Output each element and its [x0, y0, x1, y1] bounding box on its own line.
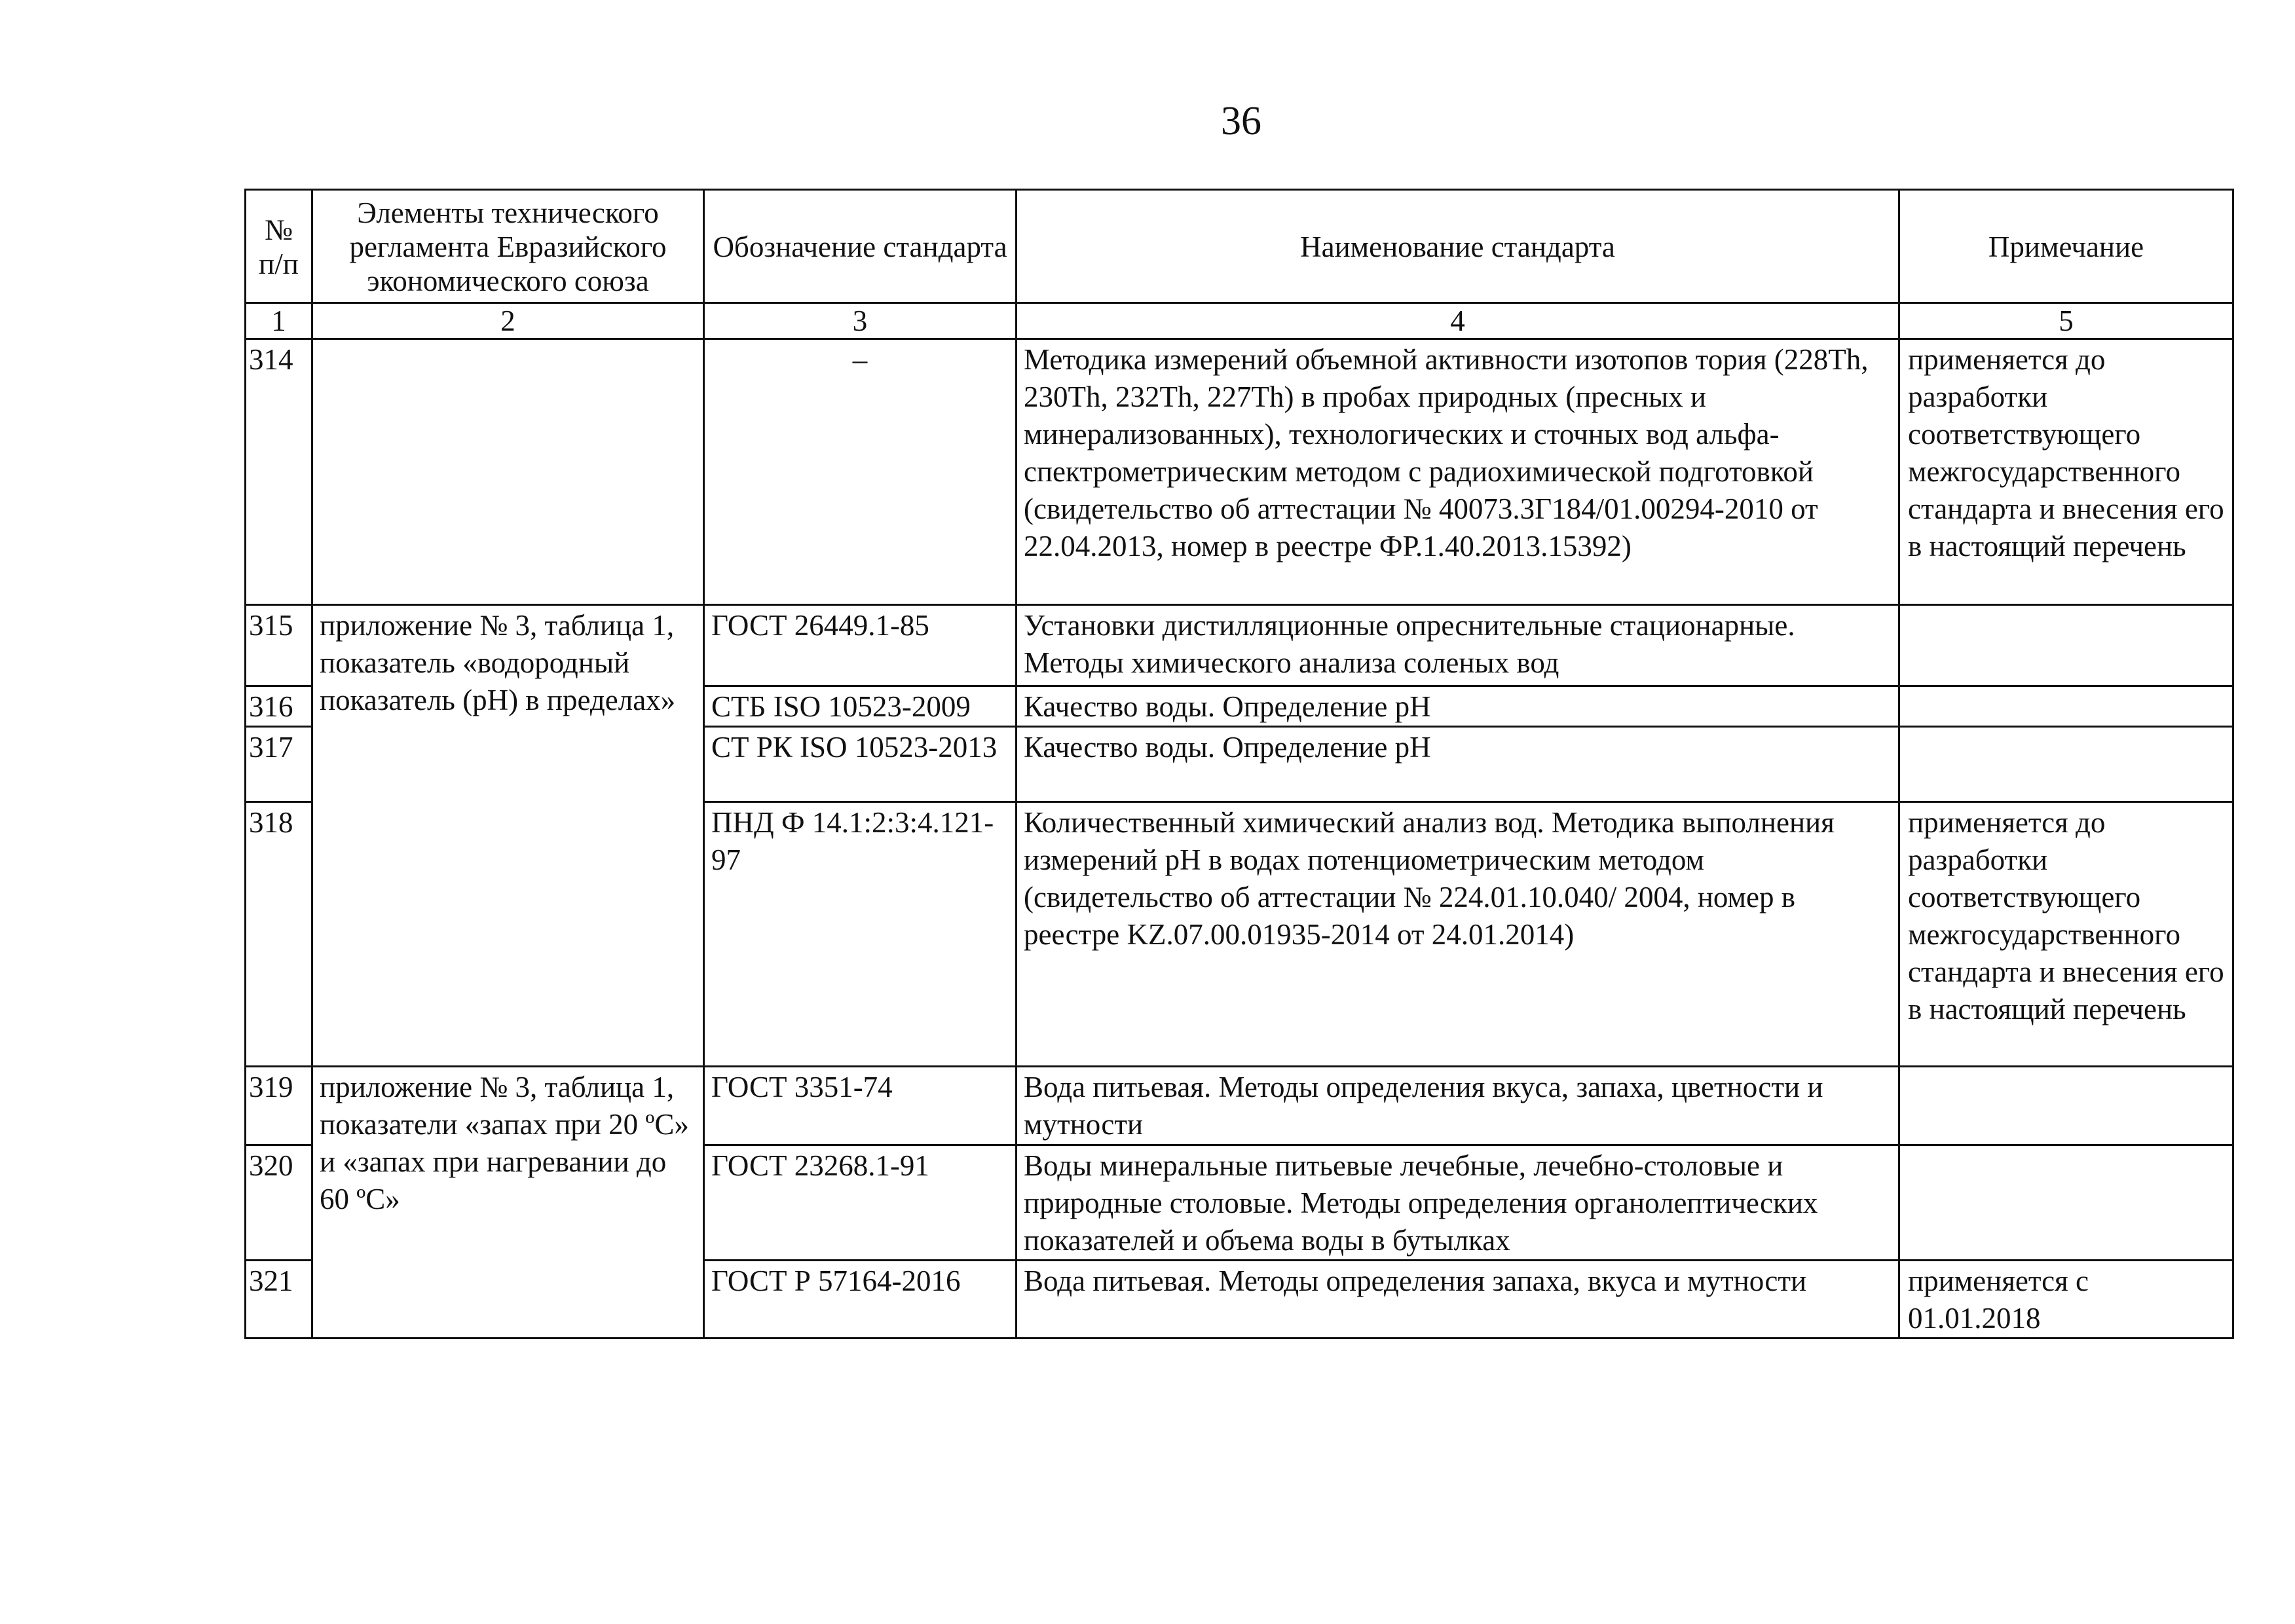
header-designation: Обозначение стандарта [704, 190, 1017, 303]
table-row [246, 339, 2233, 605]
row-number: 320 [246, 1145, 312, 1261]
row-designation: ГОСТ 23268.1-91 [704, 1145, 1017, 1261]
row-number: 321 [246, 1261, 312, 1338]
row-standard-name: Качество воды. Определение рН [1017, 686, 1899, 727]
row-number: 319 [246, 1067, 312, 1145]
row-designation: СТ РК ISO 10523-2013 [704, 727, 1017, 802]
header-number: № п/п [246, 190, 312, 303]
row-note [1899, 605, 2233, 686]
row-number: 317 [246, 727, 312, 802]
row-designation: СТБ ISO 10523-2009 [704, 686, 1017, 727]
page-number: 36 [1221, 99, 1261, 143]
standards-table [244, 189, 2234, 1339]
table-header-row [246, 190, 2233, 303]
row-standard-name: Воды минеральные питьевые лечебные, лечебно-столовые и природные столовые. Методы определения органолептических показателей и объема воды в бутылках [1017, 1145, 1899, 1261]
row-number: 316 [246, 686, 312, 727]
row-designation: ПНД Ф 14.1:2:3:4.121-97 [704, 802, 1017, 1067]
row-number: 315 [246, 605, 312, 686]
row-note [1899, 1067, 2233, 1145]
row-element: приложение № 3, таблица 1, показатель «водородный показатель (рН) в пределах» [312, 605, 704, 1067]
column-number: 3 [704, 303, 1017, 339]
row-designation: – [704, 339, 1017, 605]
row-note: применяется с 01.01.2018 [1899, 1261, 2233, 1338]
row-element: приложение № 3, таблица 1, показатели «запах при 20 ºС» и «запах при нагревании до 60 ºС» [312, 1067, 704, 1338]
table-row [246, 605, 2233, 686]
row-note: применяется до разработки соответствующего межгосударственного стандарта и внесения его в настоящий перечень [1899, 802, 2233, 1067]
header-note: Примечание [1899, 190, 2233, 303]
column-number-row [246, 303, 2233, 339]
column-number: 1 [246, 303, 312, 339]
table-row [246, 1067, 2233, 1145]
header-element: Элементы технического регламента Евразийского экономического союза [312, 190, 704, 303]
row-note [1899, 727, 2233, 802]
row-number: 318 [246, 802, 312, 1067]
column-number: 2 [312, 303, 704, 339]
row-designation: ГОСТ 3351-74 [704, 1067, 1017, 1145]
row-standard-name: Методика измерений объемной активности изотопов тория (228Th, 230Th, 232Th, 227Th) в пробах природных (пресных и минерализованных), технологических и сточных вод альфа-спектрометрическим методом с радиохимической подготовкой (свидетельство об аттестации № 40073.3Г184/01.00294-2010 от 22.04.2013, номер в реестре ФР.1.40.2013.15392) [1017, 339, 1899, 605]
row-note: применяется до разработки соответствующего межгосударственного стандарта и внесения его в настоящий перечень [1899, 339, 2233, 605]
row-note [1899, 1145, 2233, 1261]
row-standard-name: Количественный химический анализ вод. Методика выполнения измерений рН в водах потенциометрическим методом (свидетельство об аттестации № 224.01.10.040/ 2004, номер в реестре KZ.07.00.01935-2014 от 24.01.2014) [1017, 802, 1899, 1067]
row-element [312, 339, 704, 605]
row-designation: ГОСТ 26449.1-85 [704, 605, 1017, 686]
row-standard-name: Вода питьевая. Методы определения вкуса, запаха, цветности и мутности [1017, 1067, 1899, 1145]
column-number: 4 [1017, 303, 1899, 339]
row-note [1899, 686, 2233, 727]
row-standard-name: Качество воды. Определение рН [1017, 727, 1899, 802]
row-standard-name: Установки дистилляционные опреснительные стационарные. Методы химического анализа соленых вод [1017, 605, 1899, 686]
row-designation: ГОСТ Р 57164-2016 [704, 1261, 1017, 1338]
column-number: 5 [1899, 303, 2233, 339]
row-standard-name: Вода питьевая. Методы определения запаха, вкуса и мутности [1017, 1261, 1899, 1338]
row-number: 314 [246, 339, 312, 605]
header-standard-name: Наименование стандарта [1017, 190, 1899, 303]
